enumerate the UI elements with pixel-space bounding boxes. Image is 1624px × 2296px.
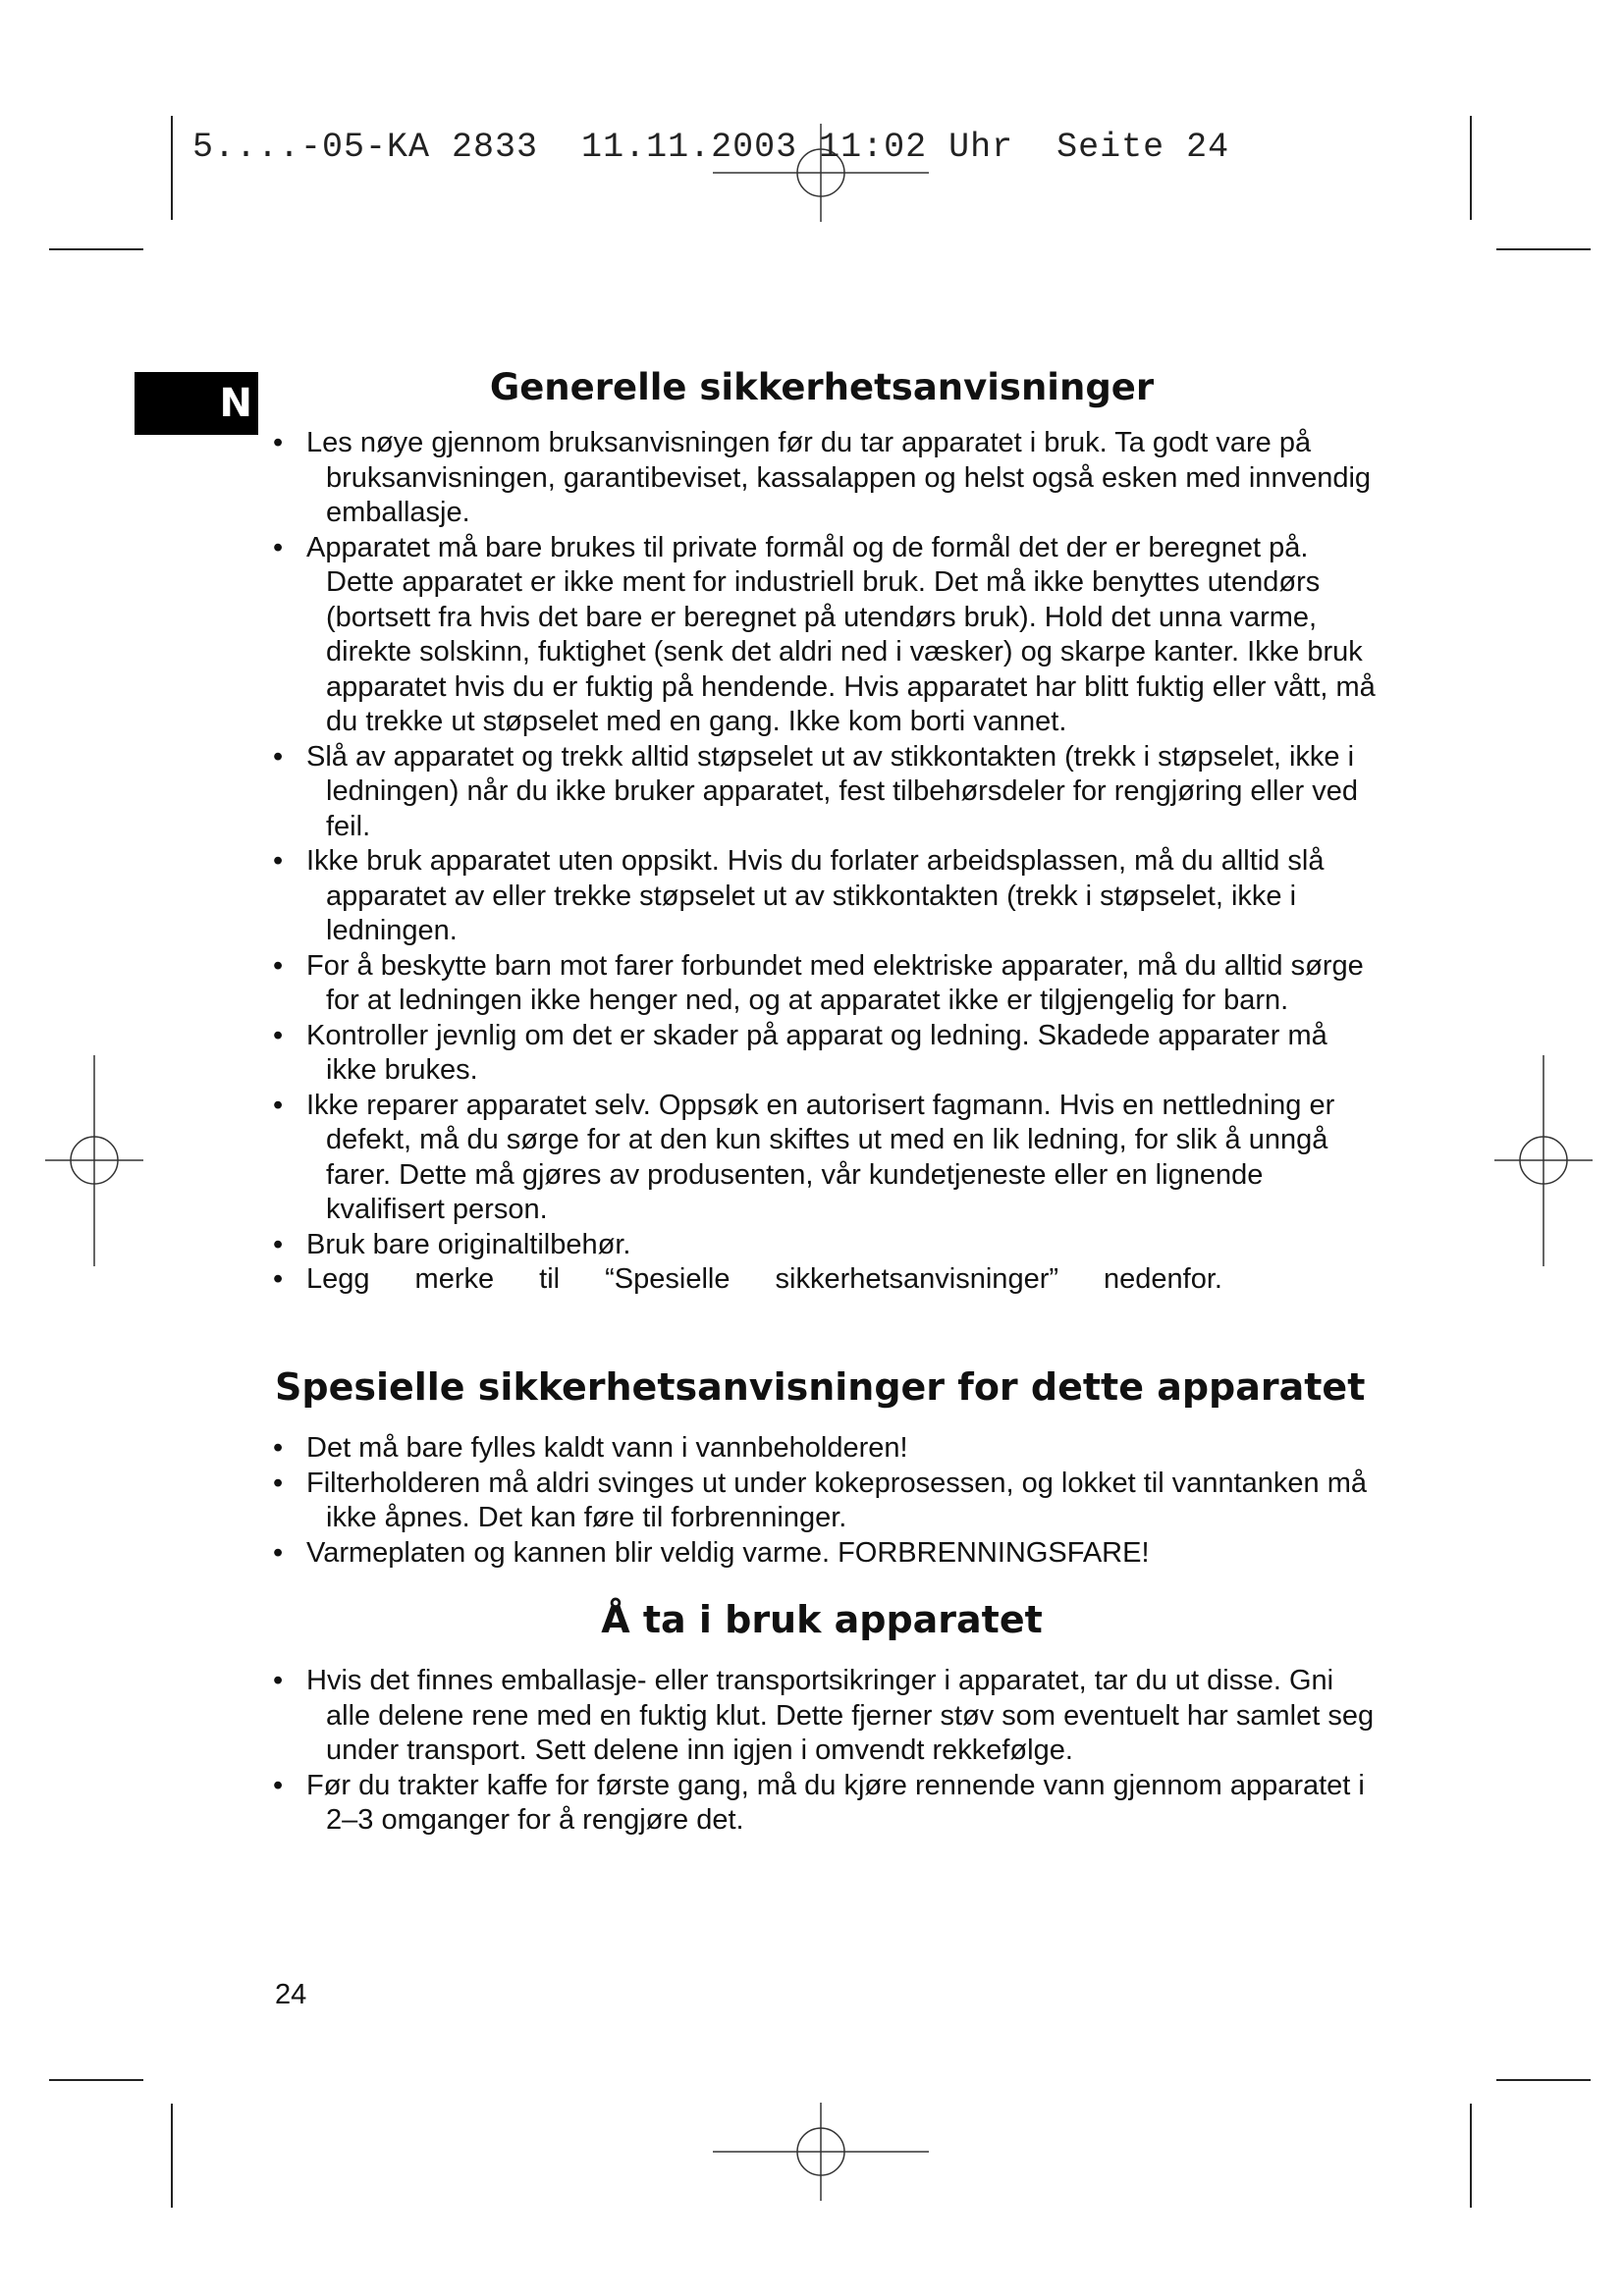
section-heading: Å ta i bruk apparatet bbox=[601, 1598, 1043, 1641]
language-tab-label: N bbox=[219, 381, 252, 426]
list-item: • Ikke bruk apparatet uten oppsikt. Hvis du forlater arbeidsplassen, må du alltid slå apparatet av eller trekke støpselet ut av stikkontakten (trekk i støpselet, ikke i ledningen. bbox=[270, 844, 1380, 949]
registration-mark-icon bbox=[45, 1055, 143, 1266]
page-number: 24 bbox=[275, 1979, 307, 2010]
list-item: • Varmeplaten og kannen blir veldig varme. FORBRENNINGSFARE! bbox=[270, 1536, 1380, 1572]
print-header: 5....-05-KA 2833 11.11.2003 11:02 Uhr Seite 24 bbox=[192, 128, 1230, 167]
list-item: • Apparatet må bare brukes til private formål og de formål det der er beregnet på. Dette apparatet er ikke ment for industriell bruk. Det må ikke benyttes utendørs (bortsett fra hvis det bare er beregnet på utendørs bruk). Hold det unna varme, direkte solskinn, fuktighet (senk det aldri ned i væsker) og skarpe kanter. Ikke bruk apparatet hvis du er fuktig på hendende. Hvis apparatet har blitt fuktig eller vått, må du trekke ut støpselet med en gang. Ikke kom borti vannet. bbox=[270, 531, 1380, 740]
crop-mark bbox=[1470, 2104, 1472, 2208]
section-heading: Spesielle sikkerhetsanvisninger for dette apparatet bbox=[275, 1365, 1366, 1409]
crop-mark bbox=[1496, 2079, 1591, 2081]
list-item: • Filterholderen må aldri svinges ut under kokeprosessen, og lokket til vanntanken må ikke åpnes. Det kan føre til forbrenninger. bbox=[270, 1467, 1380, 1536]
list-item: • Kontroller jevnlig om det er skader på apparat og ledning. Skadede apparater må ikke brukes. bbox=[270, 1019, 1380, 1089]
list-item: • Les nøye gjennom bruksanvisningen før du tar apparatet i bruk. Ta godt vare på bruksanvisningen, garantibeviset, kassalappen og helst også esken med innvendig emballasje. bbox=[270, 426, 1380, 531]
registration-mark-icon bbox=[1494, 1055, 1593, 1266]
crop-mark bbox=[171, 2104, 173, 2208]
list-item: • Slå av apparatet og trekk alltid støpselet ut av stikkontakten (trekk i støpselet, ikke i ledningen) når du ikke bruker apparatet, fest tilbehørsdeler for rengjøring eller ved feil. bbox=[270, 740, 1380, 845]
list-item: • Ikke reparer apparatet selv. Oppsøk en autorisert fagmann. Hvis en nettledning er defekt, må du sørge for at den kun skiftes ut med en lik ledning, for slik å unngå farer. Dette må gjøres av produsenten, vår kundetjeneste eller en lignende kvalifisert person. bbox=[270, 1089, 1380, 1228]
list-item: • For å beskytte barn mot farer forbundet med elektriske apparater, må du alltid sørge for at ledningen ikke henger ned, og at apparatet ikke er tilgjengelig for barn. bbox=[270, 949, 1380, 1019]
crop-mark bbox=[1496, 248, 1591, 250]
list-item: • Før du trakter kaffe for første gang, må du kjøre rennende vann gjennom apparatet i 2–3 omganger for å rengjøre det. bbox=[270, 1769, 1380, 1839]
safety-list bbox=[270, 426, 1380, 1298]
crop-mark bbox=[171, 116, 173, 220]
getting-started-list bbox=[270, 1664, 1380, 1839]
registration-mark-icon bbox=[713, 2103, 929, 2201]
crop-mark bbox=[49, 248, 143, 250]
section-heading: Generelle sikkerhetsanvisninger bbox=[489, 366, 1155, 408]
list-item: • Hvis det finnes emballasje- eller transportsikringer i apparatet, tar du ut disse. Gni alle delene rene med en fuktig klut. Dette fjerner støv som eventuelt har samlet seg under transport. Sett delene inn igjen i omvendt rekkefølge. bbox=[270, 1664, 1380, 1769]
list-item: • Legg merke til “Spesielle sikkerhetsanvisninger” nedenfor. bbox=[270, 1262, 1380, 1298]
list-item: • Bruk bare originaltilbehør. bbox=[270, 1228, 1380, 1263]
special-safety-list bbox=[270, 1431, 1380, 1571]
list-item: • Det må bare fylles kaldt vann i vannbeholderen! bbox=[270, 1431, 1380, 1467]
crop-mark bbox=[1470, 116, 1472, 220]
crop-mark bbox=[49, 2079, 143, 2081]
